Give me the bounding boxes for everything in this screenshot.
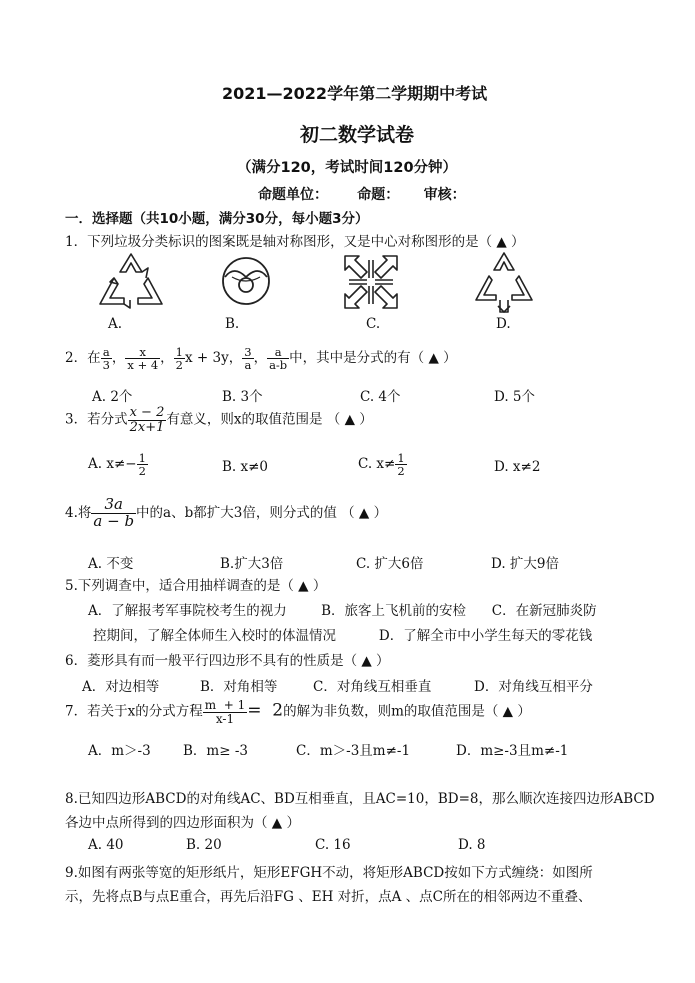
q8-option-c: C. 16: [315, 837, 351, 853]
inward-arrows-cross-icon: [341, 252, 401, 312]
q3-fraction: $\frac{x - 2}{2x+1}$: [129, 405, 165, 435]
q7-option-b: B．m≥ -3: [183, 743, 248, 759]
q2-frac-4: $\frac{3}{a}$: [244, 345, 252, 373]
q2-option-a: A. 2个: [92, 389, 133, 405]
q4-option-b: B.扩大3倍: [220, 556, 284, 572]
q3-option-d: D. x≠2: [494, 459, 541, 475]
q8-option-b: B. 20: [186, 837, 222, 853]
question-1-text: 1．下列垃圾分类标识的图案既是轴对称图形，又是中心对称图形的是（ ▲ ）: [65, 234, 525, 250]
question-8-line-2: 各边中点所得到的四边形面积为（ ▲ ）: [65, 815, 300, 831]
q2-frac-2: $\frac{x}{x + 4}$: [127, 345, 159, 373]
q4-option-d: D. 扩大9倍: [491, 556, 560, 572]
q7-option-c: C．m＞-3且m≠-1: [296, 743, 411, 759]
section-heading: 一．选择题（共10小题，满分30分，每小题3分）: [65, 211, 369, 227]
q3-option-b: B. x≠0: [222, 459, 269, 475]
q1-option-c: C.: [366, 316, 381, 332]
q6-option-b: B．对角相等: [200, 679, 278, 695]
q6-option-d: D．对角线互相平分: [474, 679, 593, 695]
q2-option-c: C. 4个: [360, 389, 401, 405]
q2-frac-3: $\frac{1}{2}$: [175, 345, 183, 373]
credits-line: 命题单位： 命题： 审核：: [258, 187, 466, 203]
q2-prefix: 2．在: [65, 350, 101, 367]
question-5-text: 5.下列调查中，适合用抽样调查的是（ ▲ ）: [65, 578, 327, 594]
question-2: 2．在 $\frac{a}{3}$ ， $\frac{x}{x + 4}$ ， $\frac{1}{2}$ x + 3y， $\frac{3}{a}$ ， $\frac{a}{a-b}$ 中，其中是分式的有（ ▲ ）: [65, 345, 457, 373]
q1-option-b: B.: [225, 316, 240, 332]
q3-option-c: C. x≠ $\frac{1}{2}$: [358, 451, 405, 479]
exam-title: 2021—2022学年第二学期期中考试: [222, 84, 488, 103]
q7-option-d: D．m≥-3且m≠-1: [456, 743, 569, 759]
q5-options-line-1: A．了解报考军事院校考生的视力 B．旅客上飞机前的安检 C．在新冠肺炎防: [88, 603, 597, 619]
q1-option-a: A.: [108, 316, 123, 332]
recycle-triangle-icon: [96, 250, 166, 312]
q3-option-a: A. x≠− $\frac{1}{2}$: [88, 451, 146, 479]
q4-option-c: C. 扩大6倍: [356, 556, 424, 572]
q2-suffix: 中，其中是分式的有（ ▲ ）: [289, 350, 457, 367]
q2-frac-3-tail: x + 3y，: [185, 350, 243, 367]
q2-frac-5: $\frac{a}{a-b}$: [269, 345, 288, 373]
question-7: 7．若关于x的分式方程 $\frac{m + 1}{x-1}$ = 2的解为非负数，则m的取值范围是（ ▲ ）: [65, 698, 531, 726]
paper-title: 初二数学试卷: [300, 124, 415, 146]
recycle-triangle-down-icon: [472, 250, 536, 314]
q2-option-d: D. 5个: [494, 389, 536, 405]
q6-option-a: A．对边相等: [82, 679, 160, 695]
q2-option-b: B. 3个: [222, 389, 263, 405]
q4-fraction: $\frac{3a}{a - b}$: [93, 495, 135, 530]
question-9-line-2: 示，先将点B与点E重合，再先后沿FG 、EH 对折，点A 、点C所在的相邻两边不重叠、: [65, 889, 592, 905]
question-6-text: 6．菱形具有而一般平行四边形不具有的性质是（ ▲ ）: [65, 653, 390, 669]
question-4: 4.将 $\frac{3a}{a - b}$ 中的a、b都扩大3倍，则分式的值 （ ▲ ）: [65, 495, 388, 530]
question-8-line-1: 8.已知四边形ABCD的对角线AC、BD互相垂直，且AC=10，BD=8，那么顺次连接四边形ABCD: [65, 791, 655, 807]
question-3: 3．若分式 $\frac{x - 2}{2x+1}$ 有意义，则x的取值范围是 （ ▲ ）: [65, 405, 373, 435]
q5-options-line-2: 控期间，了解全体师生入校时的体温情况 D．了解全市中小学生每天的零花钱: [93, 628, 593, 644]
exam-info: （满分120，考试时间120分钟）: [237, 160, 458, 176]
q7-fraction: $\frac{m + 1}{x-1}$: [204, 698, 246, 726]
q6-option-c: C．对角线互相垂直: [313, 679, 432, 695]
q1-option-d: D.: [496, 316, 511, 332]
question-9-line-1: 9.如图有两张等宽的矩形纸片，矩形EFGH不动，将矩形ABCD按如下方式缠绕：如图所: [65, 865, 593, 881]
q2-frac-1: $\frac{a}{3}$: [102, 345, 110, 373]
circle-with-heart-icon: [220, 255, 272, 307]
q7-option-a: A．m＞-3: [88, 743, 151, 759]
q8-option-a: A. 40: [88, 837, 124, 853]
q4-option-a: A. 不变: [88, 556, 134, 572]
q8-option-d: D. 8: [458, 837, 486, 853]
